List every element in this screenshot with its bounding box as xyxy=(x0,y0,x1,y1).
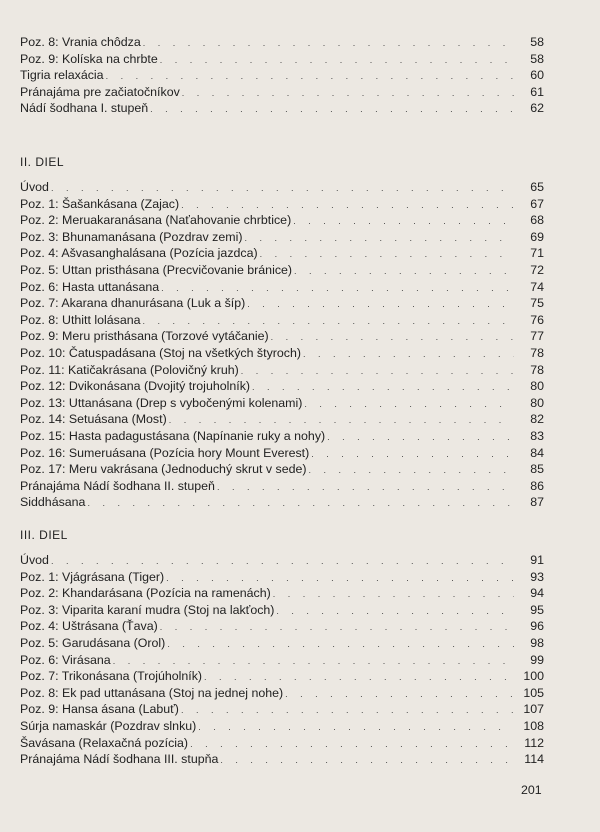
toc-entry-title: Poz. 13: Uttanásana (Drep s vybočenými kolenami) xyxy=(20,395,303,410)
toc-entry-title: Poz. 2: Khandarásana (Pozícia na ramenách) xyxy=(20,586,271,601)
toc-entry-page: 84 xyxy=(530,445,544,460)
toc-entry xyxy=(20,445,544,462)
toc-entry-page: 107 xyxy=(523,702,544,717)
dot-leader xyxy=(271,329,514,346)
dot-leader xyxy=(252,379,514,396)
toc-entry-page: 71 xyxy=(530,246,544,261)
toc-entry-title: Siddhásana xyxy=(20,495,86,510)
dot-leader xyxy=(294,263,514,280)
toc-entry-page: 77 xyxy=(530,329,544,344)
dot-leader xyxy=(190,736,514,753)
toc-entry-title: Poz. 1: Šašankásana (Zajac) xyxy=(20,196,180,211)
toc-entry xyxy=(20,461,544,478)
toc-entry xyxy=(20,585,544,602)
dot-leader xyxy=(217,479,514,496)
dot-leader xyxy=(150,101,514,118)
toc-entry-title: Poz. 2: Meruakaranásana (Naťahovanie chrbtice) xyxy=(20,213,292,228)
toc-entry-page: 86 xyxy=(530,478,544,493)
dot-leader xyxy=(293,213,514,230)
toc-entry-title: Poz. 11: Katičakrásana (Polovičný kruh) xyxy=(20,362,239,377)
dot-leader xyxy=(220,752,514,769)
toc-entry-page: 99 xyxy=(530,652,544,667)
toc-entry-page: 112 xyxy=(524,735,544,750)
dot-leader xyxy=(87,495,514,512)
toc-entry xyxy=(20,668,544,685)
dot-leader xyxy=(244,230,514,247)
toc-entry-title: Pránajáma Nádí šodhana III. stupňa xyxy=(20,752,219,767)
toc-entry-title: Poz. 9: Kolíska na chrbte xyxy=(20,51,158,66)
toc-entry xyxy=(20,279,544,296)
toc-entry xyxy=(20,569,544,586)
toc-entry-title: Poz. 10: Čatuspadásana (Stoj na všetkých štyroch) xyxy=(20,345,301,360)
dot-leader xyxy=(143,313,514,330)
toc-entry-page: 82 xyxy=(530,412,544,427)
toc-entry xyxy=(20,67,544,84)
toc-entry xyxy=(20,701,544,718)
toc-entry-title: Úvod xyxy=(20,180,49,194)
toc-entry xyxy=(20,295,544,312)
toc-entry-page: 65 xyxy=(530,180,544,194)
toc-entry-title: Poz. 4: Uštrásana (Ťava) xyxy=(20,619,158,634)
dot-leader xyxy=(182,85,514,102)
toc-entry xyxy=(20,100,544,117)
toc-entry xyxy=(20,652,544,669)
page-number: 201 xyxy=(521,783,542,797)
dot-leader xyxy=(143,35,514,52)
toc-entry-page: 114 xyxy=(524,752,544,767)
dot-leader xyxy=(181,702,514,719)
toc-entry-title: Poz. 15: Hasta padagustásana (Napínanie ruky a nohy) xyxy=(20,428,326,443)
toc-entry-title: Poz. 8: Uthitt lolásana xyxy=(20,312,141,327)
toc-entry-page: 96 xyxy=(530,619,544,634)
toc-entry xyxy=(20,196,544,213)
toc-entry-page: 67 xyxy=(530,196,544,211)
toc-entry-title: Poz. 3: Viparita karaní mudra (Stoj na lakťoch) xyxy=(20,602,275,617)
toc-continued-section xyxy=(20,34,544,117)
toc-entry-page: 60 xyxy=(530,68,544,83)
dot-leader xyxy=(169,412,514,429)
toc-entry xyxy=(20,51,544,68)
toc-entry-title: Tigria relaxácia xyxy=(20,68,104,83)
dot-leader xyxy=(106,68,514,85)
toc-entry-title: Pránajáma Nádí šodhana II. stupeň xyxy=(20,478,215,493)
dot-leader xyxy=(166,570,514,587)
toc-entry xyxy=(20,478,544,495)
toc-entry-title: Poz. 3: Bhunamanásana (Pozdrav zemi) xyxy=(20,229,243,244)
toc-entry xyxy=(20,635,544,652)
toc-entry-title: Pránajáma pre začiatočníkov xyxy=(20,84,180,99)
toc-entry-page: 75 xyxy=(530,296,544,311)
toc-entry-title: Poz. 6: Hasta uttanásana xyxy=(20,279,160,294)
toc-entry-title: Poz. 5: Garudásana (Orol) xyxy=(20,635,166,650)
toc-entry xyxy=(20,84,544,101)
toc-entry-title: Poz. 8: Vrania chôdza xyxy=(20,35,141,49)
toc-entry xyxy=(20,618,544,635)
dot-leader xyxy=(167,636,514,653)
toc-entry-title: Poz. 9: Meru pristhásana (Torzové vytáčanie) xyxy=(20,329,269,344)
toc-entry-page: 83 xyxy=(530,428,544,443)
toc-entry-page: 98 xyxy=(530,635,544,650)
dot-leader xyxy=(304,396,514,413)
dot-leader xyxy=(260,246,514,263)
toc-entry xyxy=(20,494,544,511)
toc-entry-page: 72 xyxy=(530,262,544,277)
toc-entry-title: Poz. 7: Akarana dhanurásana (Luk a šíp) xyxy=(20,296,246,311)
toc-entry xyxy=(20,428,544,445)
toc-entry xyxy=(20,735,544,752)
toc-entry xyxy=(20,378,544,395)
toc-entry-title: Súrja namaskár (Pozdrav slnku) xyxy=(20,718,197,733)
toc-entry-page: 91 xyxy=(530,553,544,567)
toc-entry-page: 58 xyxy=(530,35,544,49)
dot-leader xyxy=(241,363,514,380)
toc-part-2 xyxy=(20,155,544,511)
toc-entry-title: Poz. 6: Virásana xyxy=(20,652,111,667)
toc-entry xyxy=(20,345,544,362)
dot-leader xyxy=(311,446,514,463)
toc-entry-page: 85 xyxy=(530,462,544,477)
toc-entry xyxy=(20,312,544,329)
dot-leader xyxy=(285,686,514,703)
dot-leader xyxy=(51,553,514,570)
toc-entry-title: Poz. 17: Meru vakrásana (Jednoduchý skrut v sede) xyxy=(20,462,307,477)
toc-entry xyxy=(20,34,544,51)
dot-leader xyxy=(327,429,514,446)
part-3-heading: III. DIEL xyxy=(20,528,68,542)
dot-leader xyxy=(247,296,514,313)
dot-leader xyxy=(160,619,514,636)
toc-entry-page: 62 xyxy=(530,101,544,116)
toc-entry-title: Šavásana (Relaxačná pozícia) xyxy=(20,735,189,750)
toc-entry xyxy=(20,718,544,735)
toc-entry-page: 94 xyxy=(530,586,544,601)
toc-entry xyxy=(20,411,544,428)
toc-entry-page: 78 xyxy=(530,345,544,360)
toc-entry-title: Poz. 7: Trikonásana (Trojúholník) xyxy=(20,669,203,684)
toc-entry-page: 76 xyxy=(530,312,544,327)
toc-entry-title: Poz. 1: Vjágrásana (Tiger) xyxy=(20,569,165,584)
dot-leader xyxy=(309,462,514,479)
toc-entry-title: Poz. 5: Uttan pristhásana (Precvičovanie bránice) xyxy=(20,262,293,277)
toc-entry xyxy=(20,602,544,619)
toc-entry-page: 95 xyxy=(530,602,544,617)
toc-entry-title: Poz. 12: Dvikonásana (Dvojitý trojuholník) xyxy=(20,379,251,394)
dot-leader xyxy=(160,52,514,69)
dot-leader xyxy=(198,719,514,736)
toc-entry xyxy=(20,751,544,768)
toc-entry xyxy=(20,229,544,246)
dot-leader xyxy=(204,669,514,686)
toc-entry-page: 108 xyxy=(523,718,544,733)
toc-entry-page: 87 xyxy=(530,495,544,510)
dot-leader xyxy=(113,653,514,670)
toc-entry-page: 61 xyxy=(530,84,544,99)
toc-entry-page: 69 xyxy=(530,229,544,244)
dot-leader xyxy=(303,346,514,363)
toc-entry xyxy=(20,362,544,379)
toc-entry xyxy=(20,328,544,345)
toc-entry xyxy=(20,395,544,412)
dot-leader xyxy=(276,603,514,620)
toc-entry-page: 93 xyxy=(530,569,544,584)
toc-entry xyxy=(20,685,544,702)
toc-entry-title: Poz. 16: Sumeruásana (Pozícia hory Mount Everest) xyxy=(20,445,310,460)
toc-entry-page: 80 xyxy=(530,395,544,410)
toc-entry-title: Úvod xyxy=(20,553,49,567)
toc-entry xyxy=(20,552,544,569)
toc-entry xyxy=(20,179,544,196)
toc-entry-title: Poz. 14: Setuásana (Most) xyxy=(20,412,167,427)
toc-entry-page: 74 xyxy=(530,279,544,294)
toc-entry-page: 58 xyxy=(530,51,544,66)
toc-entry-page: 105 xyxy=(523,685,544,700)
toc-entry-page: 80 xyxy=(530,379,544,394)
toc-entry xyxy=(20,212,544,229)
toc-entry-title: Nádí šodhana I. stupeň xyxy=(20,101,149,116)
part-2-heading: II. DIEL xyxy=(20,155,65,169)
toc-entry xyxy=(20,262,544,279)
toc-part-3 xyxy=(20,528,544,768)
dot-leader xyxy=(51,180,514,197)
dot-leader xyxy=(181,197,514,214)
toc-entry-title: Poz. 8: Ek pad uttanásana (Stoj na jednej nohe) xyxy=(20,685,284,700)
toc-entry-title: Poz. 4: Ašvasanghalásana (Pozícia jazdca) xyxy=(20,246,258,261)
toc-entry-title: Poz. 9: Hansa ásana (Labuť) xyxy=(20,702,179,717)
dot-leader xyxy=(161,280,514,297)
toc-entry-page: 78 xyxy=(530,362,544,377)
toc-entry-page: 68 xyxy=(530,213,544,228)
toc-entry xyxy=(20,245,544,262)
dot-leader xyxy=(273,586,514,603)
toc-entry-page: 100 xyxy=(523,669,544,684)
